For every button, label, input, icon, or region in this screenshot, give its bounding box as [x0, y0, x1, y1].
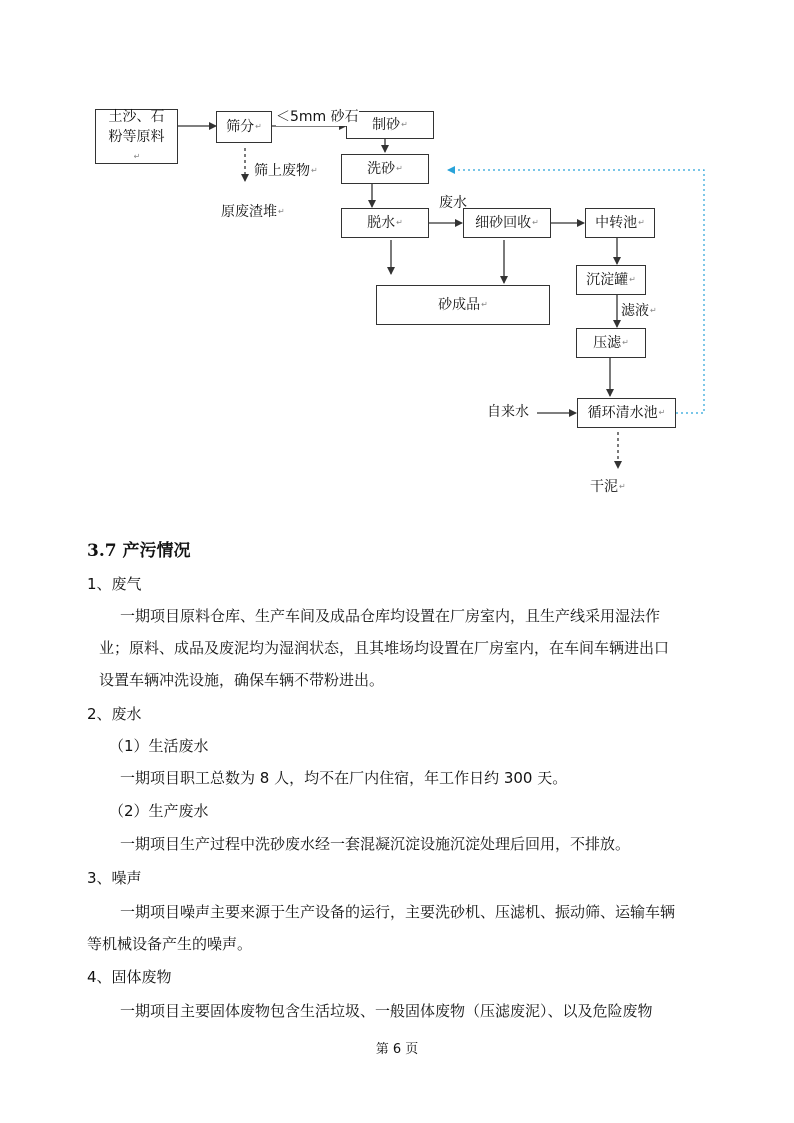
label-dry-mud-text: 干泥 [590, 479, 618, 495]
box-fine-sand-recovery [463, 208, 551, 238]
box-dewatering [341, 208, 429, 238]
item-production-title: （2）生产废水 [109, 802, 209, 820]
item-domestic-text: 一期项目职工总数为 8 人，均不在厂内住宿，年工作日约 300 天。 [120, 769, 568, 787]
paragraph-mark-icon: ↵ [650, 306, 657, 315]
paragraph-mark-icon: ↵ [133, 151, 141, 161]
label-filtrate [621, 302, 657, 320]
paragraph-mark-icon: ↵ [622, 338, 629, 347]
box-recycle-pool [577, 398, 676, 428]
process-flowchart [0, 0, 794, 520]
label-screen-waste-text: 筛上废物 [254, 163, 310, 179]
box-fine-sand-recovery-label: 细砂回收 [475, 215, 532, 231]
paragraph-mark-icon: ↵ [396, 164, 403, 173]
paragraph-mark-icon: ↵ [401, 120, 408, 129]
box-settling-tank-label: 沉淀罐 [586, 272, 629, 288]
item-gas-title: 1、废气 [87, 575, 142, 593]
flowchart-connectors [0, 0, 794, 520]
label-waste-water: 废水 [439, 195, 467, 211]
box-screening [216, 111, 272, 143]
box-filter-press-label: 压滤 [593, 335, 622, 351]
label-lt-5mm: ＜5mm 砂石 [276, 109, 359, 125]
item-water-title: 2、废水 [87, 705, 142, 723]
paragraph-mark-icon: ↵ [481, 300, 488, 309]
item-noise-line2: 等机械设备产生的噪声。 [87, 935, 253, 953]
item-gas-line3: 设置车辆冲洗设施，确保车辆不带粉进出。 [99, 671, 385, 689]
label-waste-pile [221, 203, 285, 221]
box-transfer-pool [585, 208, 655, 238]
box-sand-washing [341, 154, 429, 184]
box-screening-label: 筛分 [226, 119, 255, 135]
paragraph-mark-icon: ↵ [658, 408, 666, 417]
item-solid-line1: 一期项目主要固体废物包含生活垃圾、一般固体废物（压滤废泥）、以及危险废物 [120, 1002, 653, 1020]
item-gas-line1: 一期项目原料仓库、生产车间及成品仓库均设置在厂房室内，且生产线采用湿法作 [120, 607, 661, 625]
item-noise-title: 3、噪声 [87, 869, 142, 887]
paragraph-mark-icon: ↵ [619, 482, 626, 491]
label-waste-pile-text: 原废渣堆 [221, 204, 277, 220]
box-dewatering-label: 脱水 [367, 215, 396, 231]
paragraph-mark-icon: ↵ [396, 218, 403, 227]
box-transfer-pool-label: 中转池 [595, 215, 638, 231]
box-raw-material-line2: 粉等原料 [108, 128, 165, 145]
item-domestic-title: （1）生活废水 [109, 737, 209, 755]
paragraph-mark-icon: ↵ [255, 122, 262, 131]
paragraph-mark-icon: ↵ [638, 218, 645, 227]
paragraph-mark-icon: ↵ [629, 275, 636, 284]
box-sand-product-label: 砂成品 [438, 297, 481, 313]
label-tap-water: 自来水 [487, 404, 529, 420]
label-filtrate-text: 滤液 [621, 303, 649, 319]
box-recycle-pool-label: 循环清水池 [587, 405, 658, 421]
item-production-text: 一期项目生产过程中洗砂废水经一套混凝沉淀设施沉淀处理后回用，不排放。 [120, 835, 631, 853]
item-solid-title: 4、固体废物 [87, 968, 172, 986]
box-sand-making [346, 111, 434, 139]
label-screen-waste [254, 162, 318, 180]
paragraph-mark-icon: ↵ [278, 207, 285, 216]
paragraph-mark-icon: ↵ [532, 218, 539, 227]
label-dry-mud [590, 478, 626, 496]
box-settling-tank [576, 265, 646, 295]
box-raw-material-line1: 土沙、石 [108, 108, 165, 125]
box-sand-product [376, 285, 550, 325]
box-sand-washing-label: 洗砂 [367, 161, 396, 177]
box-sand-making-label: 制砂 [372, 117, 401, 133]
item-noise-line1: 一期项目噪声主要来源于生产设备的运行，主要洗砂机、压滤机、振动筛、运输车辆 [120, 903, 676, 921]
paragraph-mark-icon: ↵ [311, 166, 318, 175]
box-filter-press [576, 328, 646, 358]
item-gas-line2: 业；原料、成品及废泥均为湿润状态，且其堆场均设置在厂房室内，在车间车辆进出口 [99, 639, 670, 657]
section-heading: 3.7 产污情况 [87, 541, 191, 561]
box-raw-material [95, 109, 178, 164]
page-number: 第 6 页 [375, 1042, 419, 1057]
